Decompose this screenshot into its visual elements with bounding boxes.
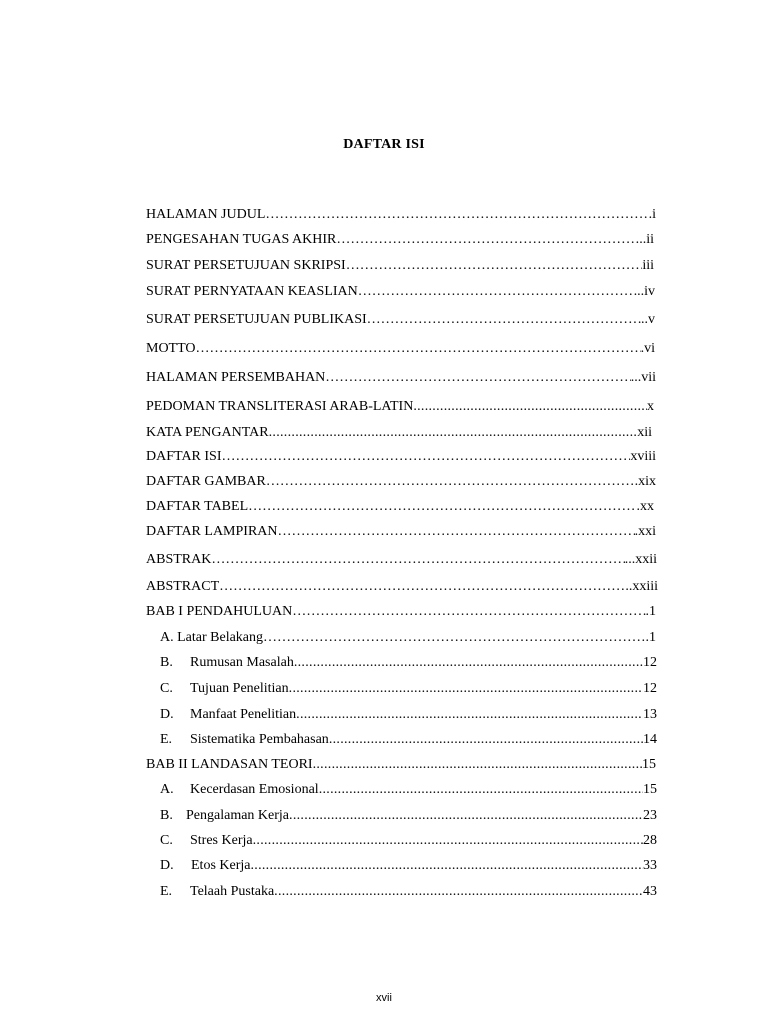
toc-entry-page: 43 <box>643 884 657 899</box>
leader-dots <box>266 473 635 491</box>
leader-dots <box>248 498 636 516</box>
leader-dots <box>222 448 631 466</box>
toc-entry-page: 28 <box>643 833 657 848</box>
toc-entry-tujuan-penelitian <box>160 680 657 698</box>
leader-dots <box>358 283 637 301</box>
toc-entry-label: Tujuan Penelitian <box>190 681 289 696</box>
leader-dots <box>325 369 630 387</box>
toc-entry-page: i <box>652 207 656 222</box>
toc-entry-page: 33 <box>643 858 657 873</box>
leader-dots <box>289 807 643 825</box>
leader-dots <box>296 706 643 724</box>
toc-entry-page: ...vii <box>630 370 656 385</box>
toc-entry-label: SURAT PERSETUJUAN SKRIPSI <box>146 258 346 273</box>
toc-entry-label: ABSTRACT <box>146 579 220 594</box>
toc-entry-daftar-lampiran <box>146 523 656 541</box>
toc-entry-label: DAFTAR LAMPIRAN <box>146 524 278 539</box>
toc-entry-label: Sistematika Pembahasan <box>190 732 329 747</box>
leader-dots <box>263 629 645 647</box>
toc-entry-pedoman-transliterasi <box>146 398 654 416</box>
toc-entry-page: .xxi <box>634 524 656 539</box>
leader-dots <box>313 756 642 774</box>
toc-entry-kecerdasan-emosional <box>160 781 657 799</box>
toc-entry-label: Pengalaman Kerja <box>186 808 290 823</box>
toc-entry-letter: C. <box>160 833 173 848</box>
toc-entry-letter: A. <box>160 782 174 797</box>
toc-entry-label: HALAMAN PERSEMBAHAN <box>146 370 326 385</box>
toc-entry-daftar-tabel <box>146 498 654 516</box>
toc-entry-page: 12 <box>643 655 657 670</box>
toc-entry-label: Etos Kerja <box>191 858 251 873</box>
leader-dots <box>274 883 643 901</box>
toc-entry-letter: E. <box>160 732 173 747</box>
toc-entry-label: Stres Kerja <box>190 833 253 848</box>
toc-entry-pengalaman-kerja <box>160 807 657 825</box>
toc-entry-page: xviii <box>630 449 656 464</box>
toc-entry-page: iii <box>642 258 654 273</box>
toc-entry-halaman-judul <box>146 206 656 224</box>
toc-entry-label: Rumusan Masalah <box>190 655 294 670</box>
toc-entry-etos-kerja <box>160 857 657 875</box>
toc-entry-kata-pengantar <box>146 424 652 442</box>
leader-dots <box>289 680 643 698</box>
toc-entry-letter: C. <box>160 681 173 696</box>
leader-dots <box>346 257 643 275</box>
toc-entry-label: HALAMAN JUDUL <box>146 207 266 222</box>
leader-dots <box>336 231 639 249</box>
toc-entry-manfaat-penelitian <box>160 706 657 724</box>
toc-entry-label: DAFTAR TABEL <box>146 499 249 514</box>
toc-entry-page: 14 <box>643 732 657 747</box>
toc-entry-letter: B. <box>160 808 173 823</box>
toc-entry-stres-kerja <box>160 832 657 850</box>
toc-entry-page: ..iv <box>637 284 655 299</box>
toc-entry-bab-1 <box>146 603 656 621</box>
toc-entry-label: MOTTO <box>146 341 196 356</box>
toc-entry-label: ABSTRAK <box>146 552 212 567</box>
toc-entry-page: 12 <box>643 681 657 696</box>
toc-entry-letter: B. <box>160 655 173 670</box>
toc-entry-page: .vi <box>640 341 655 356</box>
leader-dots <box>196 340 641 358</box>
leader-dots <box>211 551 624 569</box>
toc-entry-label: A. Latar Belakang <box>160 630 264 645</box>
page-title: DAFTAR ISI <box>343 137 425 152</box>
leader-dots <box>367 311 641 329</box>
toc-entry-page: ..xxiii <box>625 579 658 594</box>
toc-entry-motto <box>146 340 655 358</box>
toc-entry-letter: E. <box>160 884 173 899</box>
toc-entry-page: x <box>647 399 654 414</box>
toc-entry-label: PENGESAHAN TUGAS AKHIR <box>146 232 337 247</box>
toc-entry-sistematika <box>160 731 657 749</box>
toc-entry-page: .1 <box>645 604 656 619</box>
page-number: xvii <box>376 992 392 1004</box>
leader-dots <box>250 857 643 875</box>
toc-entry-surat-persetujuan-skripsi <box>146 257 654 275</box>
leader-dots <box>278 523 635 541</box>
toc-entry-abstract <box>146 578 658 596</box>
leader-dots <box>292 603 645 621</box>
toc-entry-latar-belakang <box>160 629 656 647</box>
leader-dots <box>219 578 625 596</box>
toc-entry-letter: D. <box>160 858 174 873</box>
toc-entry-label: BAB II LANDASAN TEORI <box>146 757 313 772</box>
toc-entry-page: 23 <box>643 808 657 823</box>
toc-entry-label: DAFTAR ISI <box>146 449 222 464</box>
toc-entry-label: KATA PENGANTAR <box>146 425 269 440</box>
toc-entry-label: Kecerdasan Emosional <box>190 782 319 797</box>
toc-entry-label: BAB I PENDAHULUAN <box>146 604 293 619</box>
leader-dots <box>265 206 652 224</box>
toc-entry-label: Telaah Pustaka <box>190 884 275 899</box>
toc-entry-rumusan-masalah <box>160 654 657 672</box>
toc-entry-page: ..ii <box>639 232 654 247</box>
toc-entry-page: xii <box>637 425 652 440</box>
toc-entry-page: 15 <box>643 782 657 797</box>
toc-entry-page: ..v <box>641 312 655 327</box>
toc-entry-label: PEDOMAN TRANSLITERASI ARAB-LATIN <box>146 399 414 414</box>
leader-dots <box>319 781 643 799</box>
toc-entry-daftar-isi <box>146 448 656 466</box>
leader-dots <box>294 654 643 672</box>
toc-entry-letter: D. <box>160 707 174 722</box>
toc-entry-pengesahan <box>146 231 654 249</box>
toc-entry-surat-pernyataan <box>146 283 655 301</box>
toc-entry-label: DAFTAR GAMBAR <box>146 474 266 489</box>
toc-entry-page: .1 <box>645 630 656 645</box>
toc-entry-page: .xix <box>634 474 656 489</box>
toc-entry-halaman-persembahan <box>146 369 656 387</box>
leader-dots <box>329 731 643 749</box>
toc-entry-telaah-pustaka <box>160 883 657 901</box>
toc-entry-page: 15 <box>642 757 656 772</box>
toc-entry-bab-2 <box>146 756 656 774</box>
toc-entry-label: SURAT PERSETUJUAN PUBLIKASI <box>146 312 367 327</box>
toc-entry-surat-publikasi <box>146 311 655 329</box>
toc-entry-label: SURAT PERNYATAAN KEASLIAN <box>146 284 358 299</box>
toc-entry-page: ...xxii <box>624 552 657 567</box>
leader-dots <box>413 398 647 416</box>
toc-entry-page: 13 <box>643 707 657 722</box>
toc-entry-label: Manfaat Penelitian <box>190 707 297 722</box>
toc-entry-daftar-gambar <box>146 473 656 491</box>
toc-entry-page: .xx <box>636 499 654 514</box>
toc-entry-abstrak <box>146 551 657 569</box>
leader-dots <box>253 832 643 850</box>
leader-dots <box>269 424 638 442</box>
